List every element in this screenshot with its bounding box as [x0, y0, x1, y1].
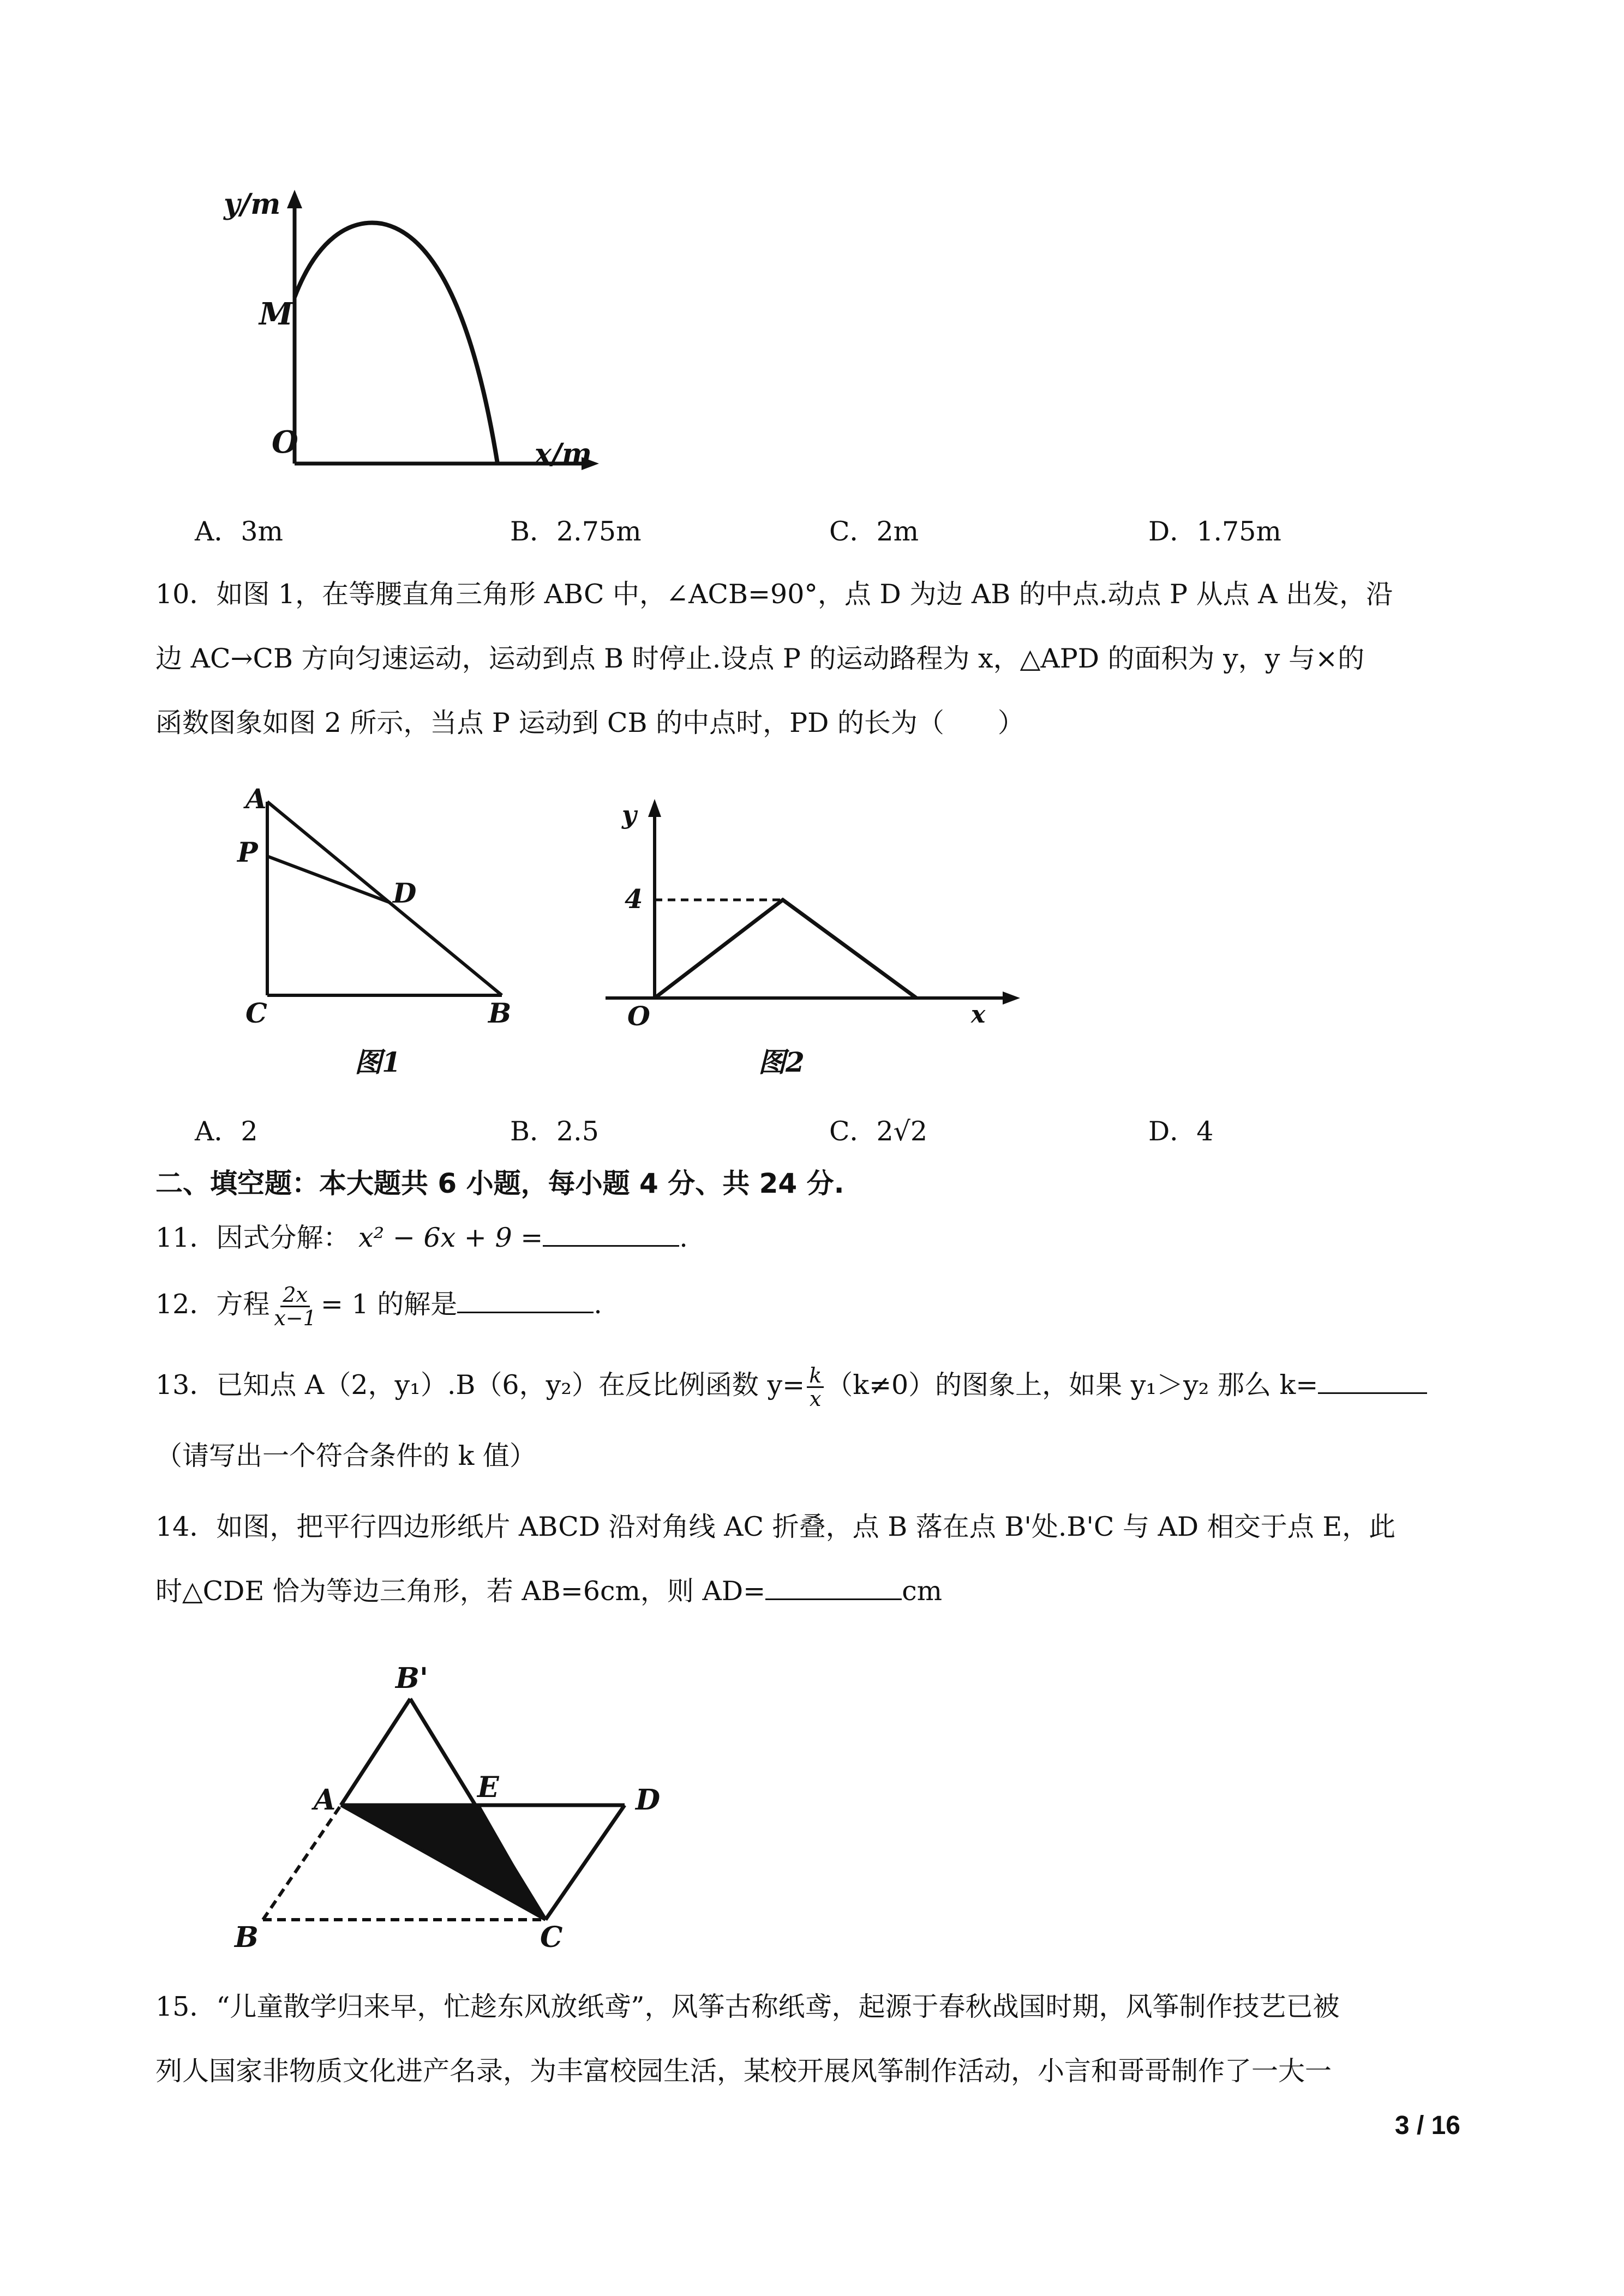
x-axis-label: x: [971, 1001, 986, 1029]
q14-answer-blank[interactable]: [765, 1577, 902, 1600]
point-b-prime-label: B': [395, 1662, 428, 1695]
q10-option-c: [829, 1115, 927, 1148]
figure-2-caption: 图2: [758, 1046, 805, 1078]
q14-line-2-prefix: 时△CDE 恰为等边三角形，若 AB=6cm，则 AD=: [155, 1576, 766, 1607]
point-b-label: B: [488, 997, 512, 1029]
point-a-label: A: [314, 1783, 336, 1817]
q10-option-c-radical: 2√2: [876, 1116, 928, 1147]
q13-prefix: 13．已知点 A（2，y₁）.B（6，y₂）在反比例函数 y=: [155, 1369, 805, 1401]
q10-option-a: A．2: [195, 1116, 258, 1147]
area-function-line: [655, 900, 916, 998]
point-p-label: P: [237, 836, 258, 868]
q10-line-3: 函数图象如图 2 所示，当点 P 运动到 CB 的中点时，PD 的长为（ ）: [155, 707, 1024, 738]
q13-numerator: k: [807, 1365, 824, 1388]
point-c-label: C: [245, 997, 267, 1029]
q12-fraction: [272, 1284, 318, 1329]
origin-label: O: [272, 424, 298, 460]
q13-fraction: [807, 1365, 824, 1410]
point-a-label: A: [245, 783, 267, 815]
tick-4-label: 4: [625, 884, 643, 915]
q15-line-2: 列人国家非物质文化进产名录，为丰富校园生活，某校开展风筝制作活动，小言和哥哥制作了一大一: [155, 2055, 1332, 2087]
point-m-label: M: [259, 296, 293, 332]
q10-line-2: 边 AC→CB 方向匀速运动，运动到点 B 时停止.设点 P 的运动路程为 x，△APD 的面积为 y，y 与×的: [155, 643, 1365, 674]
q11-prefix: 11．因式分解：: [155, 1222, 350, 1253]
q14-figure: [235, 1647, 698, 1952]
q9-option-d: D．1.75m: [1148, 516, 1281, 547]
q14-line-1: 14．如图，把平行四边形纸片 ABCD 沿对角线 AC 折叠，点 B 落在点 B'处.B'C 与 AD 相交于点 E，此: [155, 1511, 1396, 1542]
q12-prefix: 12．方程: [155, 1289, 270, 1320]
point-d-label: D: [393, 877, 417, 909]
q15-line-1: 15．“儿童散学归来早，忙趁东风放纸鸢”，风筝古称纸鸢，起源于春秋战国时期，风筝制作技艺已被: [155, 1991, 1340, 2022]
origin-label: O: [627, 1001, 650, 1032]
q13-answer-blank[interactable]: [1318, 1371, 1427, 1394]
q11: [155, 1222, 688, 1254]
q12-denominator: x−1: [274, 1306, 316, 1330]
point-e-label: E: [477, 1771, 499, 1804]
y-axis-arrow-icon: [287, 190, 302, 208]
section-2-heading: 二、填空题：本大题共 6 小题，每小题 4 分、共 24 分.: [155, 1168, 844, 1199]
q9-option-a: A．3m: [195, 516, 284, 547]
q14-unit: cm: [902, 1576, 943, 1607]
q13-denominator: x: [810, 1387, 822, 1411]
point-c-label: C: [540, 1921, 563, 1954]
q9-option-c: C．2m: [829, 516, 919, 547]
q10-line-1: 10．如图 1，在等腰直角三角形 ABC 中，∠ACB=90°，点 D 为边 AB 的中点.动点 P 从点 A 出发，沿: [155, 579, 1393, 610]
q10-option-b: B．2.5: [510, 1116, 599, 1147]
x-axis-arrow-icon: [1003, 991, 1020, 1005]
q9-graph: [207, 180, 600, 485]
q11-answer-blank[interactable]: [543, 1223, 679, 1247]
q12: [155, 1283, 602, 1329]
q9-option-b: B．2.75m: [510, 516, 642, 547]
point-b-label: B: [235, 1921, 259, 1954]
q10-figure-1: [229, 780, 535, 1085]
q10-option-c-label: C．: [829, 1116, 877, 1147]
q14-line-2: [155, 1575, 942, 1608]
q11-suffix: .: [679, 1222, 688, 1253]
q10-figure-2: [595, 791, 1031, 1085]
q12-answer-blank[interactable]: [457, 1290, 594, 1313]
y-axis-arrow-icon: [648, 799, 661, 817]
q13-line-2: （请写出一个符合条件的 k 值）: [155, 1440, 536, 1471]
q12-equation-rest: = 1 的解是: [320, 1289, 458, 1320]
figure-1-caption: 图1: [355, 1046, 401, 1078]
point-d-label: D: [636, 1783, 661, 1817]
q13-line-1: [155, 1363, 1427, 1410]
page-number: 3 / 16: [1394, 2111, 1460, 2140]
q12-suffix: .: [594, 1289, 602, 1320]
q10-option-d: D．4: [1148, 1116, 1214, 1147]
q11-expression: x² − 6x + 9 =: [358, 1222, 543, 1253]
x-axis-label: x/m: [535, 437, 592, 471]
parabola-curve: [295, 223, 498, 464]
q12-numerator: 2x: [280, 1284, 310, 1307]
y-axis-label: y/m: [224, 188, 281, 221]
y-axis-label: y: [622, 800, 637, 830]
q13-middle: （k≠0）的图象上，如果 y₁＞y₂ 那么 k=: [826, 1369, 1319, 1401]
